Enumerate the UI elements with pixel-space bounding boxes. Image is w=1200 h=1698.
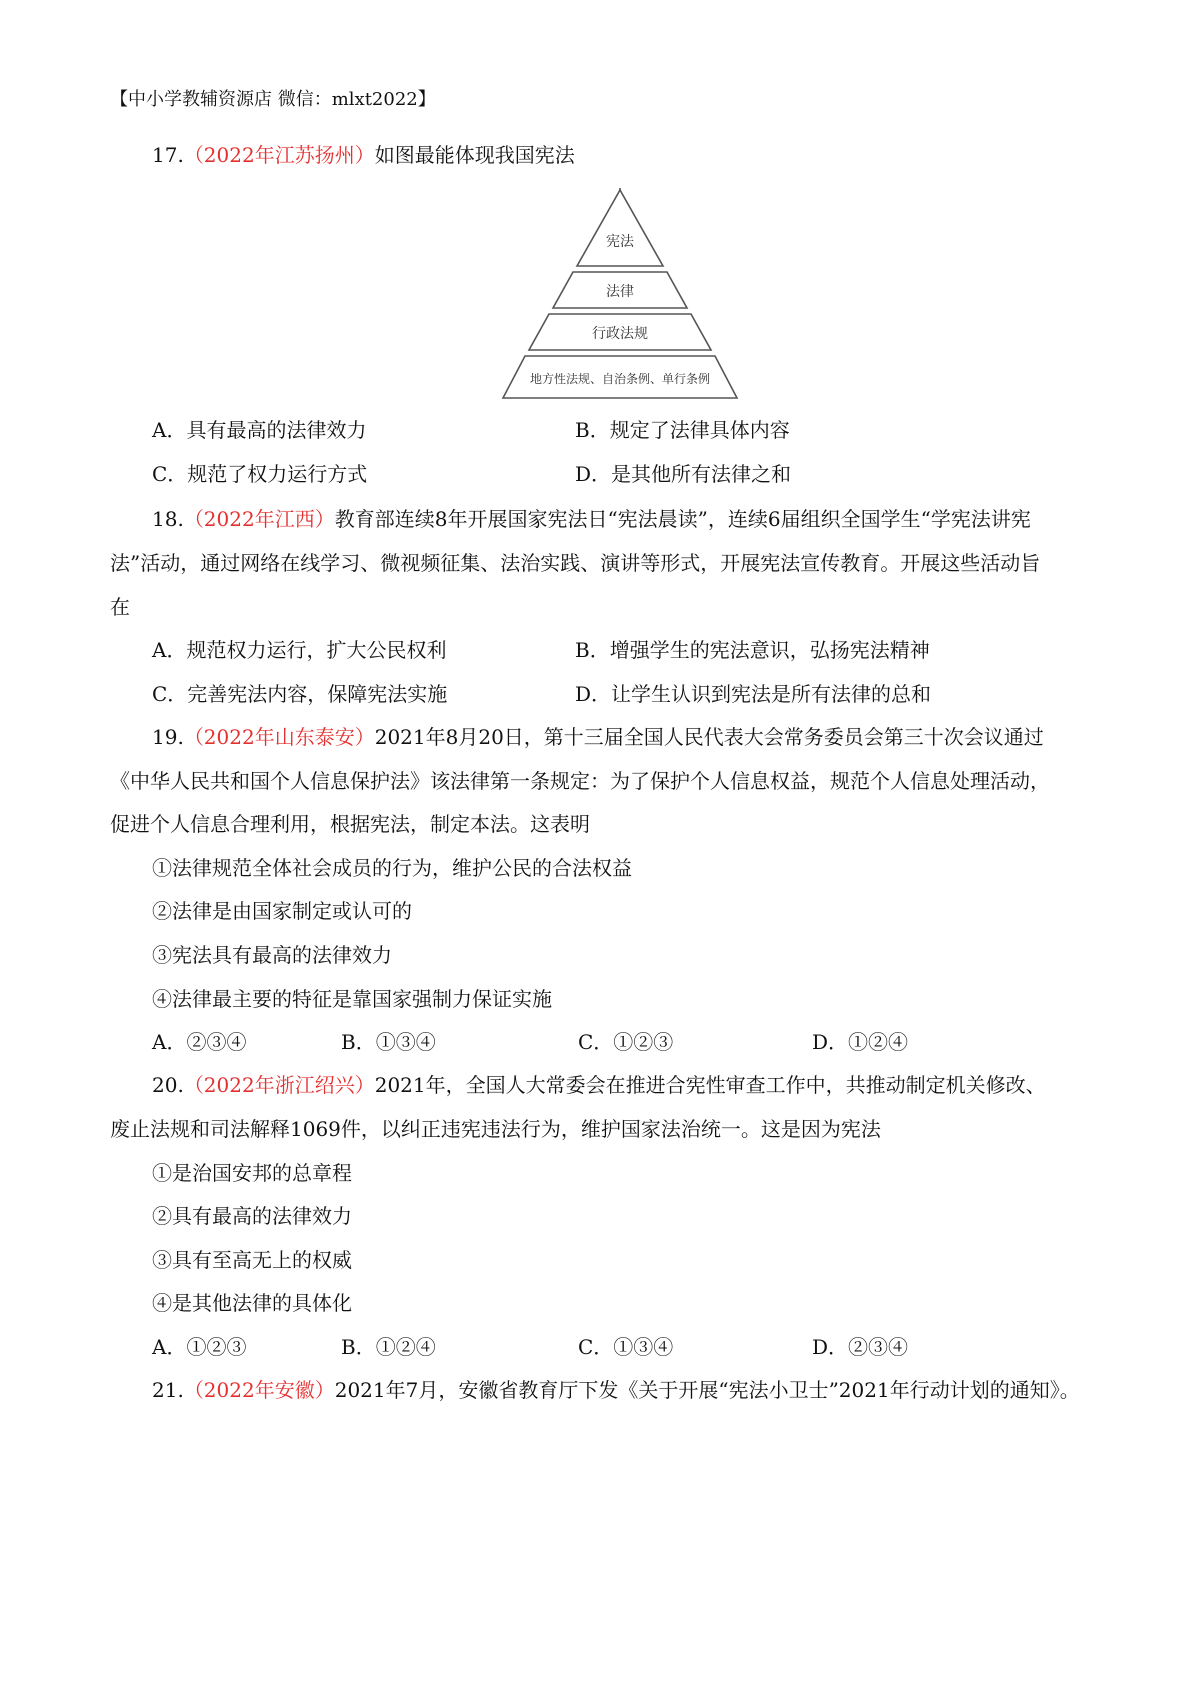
q18-option-d: D．让学生认识到宪法是所有法律的总和 <box>575 682 932 706</box>
question-19-stem-line2: 《中华人民共和国个人信息保护法》该法律第一条规定：为了保护个人信息权益，规范个人信息处理活动， <box>110 769 1050 793</box>
q17-option-c: C．规范了权力运行方式 <box>152 462 368 486</box>
tier-label-local-regulation: 地方性法规、自治条例、单行条例 <box>529 372 711 386</box>
question-source: （2022年安徽） <box>183 1378 335 1402</box>
q17-option-b: B．规定了法律具体内容 <box>575 418 790 442</box>
q20-option-a: A．①②③ <box>152 1335 247 1359</box>
question-18-stem-line3: 在 <box>110 595 130 619</box>
question-number: 21. <box>152 1378 184 1402</box>
tier-label-law: 法律 <box>606 284 634 300</box>
question-18-stem <box>152 505 1142 533</box>
q20-item-1: ①是治国安邦的总章程 <box>152 1161 352 1185</box>
q20-option-c: C．①③④ <box>578 1335 674 1359</box>
question-20-stem <box>152 1071 1142 1099</box>
q20-option-d: D．②③④ <box>812 1335 909 1359</box>
tier-label-admin-regulation: 行政法规 <box>592 326 648 342</box>
question-19-stem-line3: 促进个人信息合理利用，根据宪法，制定本法。这表明 <box>110 812 590 836</box>
q19-item-3: ③宪法具有最高的法律效力 <box>152 943 392 967</box>
question-source: （2022年山东泰安） <box>183 725 375 749</box>
question-source: （2022年江苏扬州） <box>183 143 375 167</box>
q20-item-4: ④是其他法律的具体化 <box>152 1291 352 1315</box>
q18-option-b: B．增强学生的宪法意识，弘扬宪法精神 <box>575 638 930 662</box>
q17-option-a: A．具有最高的法律效力 <box>152 418 367 442</box>
question-source: （2022年江西） <box>183 507 335 531</box>
question-text: 2021年，全国人大常委会在推进合宪性审查工作中，共推动制定机关修改、 <box>374 1073 1046 1097</box>
question-19-stem <box>152 723 1142 751</box>
question-number: 17. <box>152 143 184 167</box>
q19-item-1: ①法律规范全体社会成员的行为，维护公民的合法权益 <box>152 856 632 880</box>
q18-option-c: C．完善宪法内容，保障宪法实施 <box>152 682 448 706</box>
legal-hierarchy-pyramid <box>485 186 755 442</box>
q19-option-c: C．①②③ <box>578 1030 674 1054</box>
question-21-stem <box>152 1376 1142 1404</box>
question-number: 19. <box>152 725 184 749</box>
question-source: （2022年浙江绍兴） <box>183 1073 375 1097</box>
question-17-stem <box>152 141 1142 169</box>
q18-option-a: A．规范权力运行，扩大公民权利 <box>152 638 447 662</box>
tier-label-constitution: 宪法 <box>606 234 634 250</box>
question-number: 18. <box>152 507 184 531</box>
pyramid-tier-1 <box>577 190 663 266</box>
question-text: 如图最能体现我国宪法 <box>374 143 575 167</box>
q20-option-b: B．①②④ <box>341 1335 436 1359</box>
q20-item-3: ③具有至高无上的权威 <box>152 1248 352 1272</box>
q20-item-2: ②具有最高的法律效力 <box>152 1204 352 1228</box>
question-text: 教育部连续8年开展国家宪法日“宪法晨读”，连续6届组织全国学生“学宪法讲宪 <box>334 507 1031 531</box>
q19-item-4: ④法律最主要的特征是靠国家强制力保证实施 <box>152 987 552 1011</box>
question-18-stem-line2: 法”活动，通过网络在线学习、微视频征集、法治实践、演讲等形式，开展宪法宣传教育。开展这些活动旨 <box>110 551 1041 575</box>
q19-option-b: B．①③④ <box>341 1030 436 1054</box>
q19-option-d: D．①②④ <box>812 1030 909 1054</box>
question-20-stem-line2: 废止法规和司法解释1069件，以纠正违宪违法行为，维护国家法治统一。这是因为宪法 <box>110 1117 881 1141</box>
q17-option-d: D．是其他所有法律之和 <box>575 462 792 486</box>
question-text: 2021年8月20日，第十三届全国人民代表大会常务委员会第三十次会议通过 <box>374 725 1044 749</box>
question-text: 2021年7月，安徽省教育厅下发《关于开展“宪法小卫士”2021年行动计划的通知》。 <box>334 1378 1080 1402</box>
page-header: 【中小学教辅资源店 微信：mlxt2022】 <box>110 89 436 110</box>
question-number: 20. <box>152 1073 184 1097</box>
q19-item-2: ②法律是由国家制定或认可的 <box>152 899 412 923</box>
q19-option-a: A．②③④ <box>152 1030 247 1054</box>
